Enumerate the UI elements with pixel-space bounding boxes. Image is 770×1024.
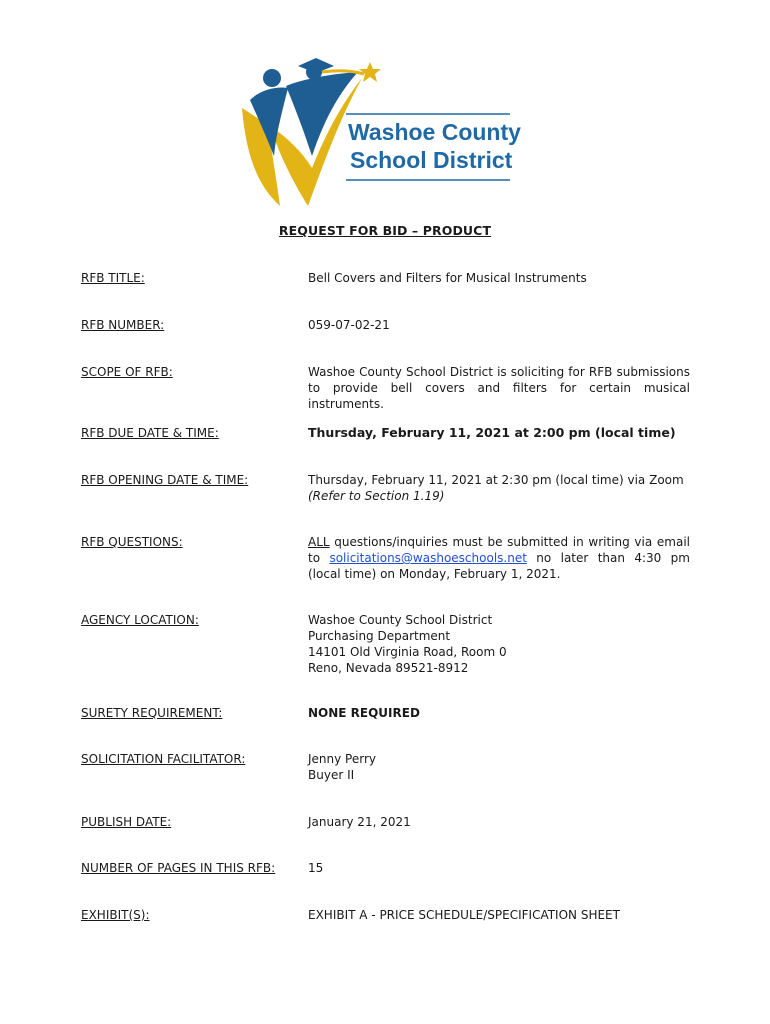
district-logo [236, 56, 526, 208]
facilitator-name: Jenny Perry [308, 752, 376, 766]
exhibits-label: EXHIBIT(S): [81, 908, 150, 922]
opening-label: RFB OPENING DATE & TIME: [81, 473, 249, 487]
document-title: REQUEST FOR BID – PRODUCT [278, 223, 492, 238]
rfb-number-value: 059-07-02-21 [308, 318, 390, 332]
questions-text2: no later than 4:30 pm (local time) on Monday, February 1, 2021. [308, 551, 690, 581]
opening-value: Thursday, February 11, 2021 at 2:30 pm (local time) via Zoom [308, 473, 684, 487]
email-link[interactable]: solicitations@washoeschools.net [329, 551, 527, 565]
facilitator-label: SOLICITATION FACILITATOR: [81, 752, 246, 766]
exhibits-value: EXHIBIT A - PRICE SCHEDULE/SPECIFICATION SHEET [308, 908, 620, 922]
questions-value [308, 534, 690, 582]
due-date-value: Thursday, February 11, 2021 at 2:00 pm (local time) [308, 425, 676, 440]
facilitator-role: Buyer II [308, 768, 355, 782]
questions-label: RFB QUESTIONS: [81, 535, 183, 549]
rfb-number-label: RFB NUMBER: [81, 318, 165, 332]
pages-value: 15 [308, 861, 324, 875]
agency-line: 14101 Old Virginia Road, Room 0 [308, 645, 507, 659]
questions-all: ALL [308, 535, 330, 549]
surety-value: NONE REQUIRED [308, 706, 420, 720]
agency-line: Washoe County School District [308, 613, 493, 627]
agency-line: Purchasing Department [308, 629, 451, 643]
publish-label: PUBLISH DATE: [81, 815, 172, 829]
surety-label: SURETY REQUIREMENT: [81, 706, 223, 720]
publish-value: January 21, 2021 [308, 815, 411, 829]
logo-text-line1: Washoe County [348, 119, 521, 145]
rfb-title-value: Bell Covers and Filters for Musical Instruments [308, 271, 587, 285]
pages-label: NUMBER OF PAGES IN THIS RFB: [81, 861, 276, 875]
agency-line: Reno, Nevada 89521-8912 [308, 661, 469, 675]
due-date-label: RFB DUE DATE & TIME: [81, 426, 219, 440]
questions-text1: questions/inquiries must be submitted in writing via email to [308, 535, 690, 565]
rfb-title-label: RFB TITLE: [81, 271, 145, 285]
logo-text-line2: School District [350, 147, 513, 173]
agency-label: AGENCY LOCATION: [81, 613, 199, 627]
scope-value: Washoe County School District is soliciting for RFB submissions to provide bell covers and filters for certain musical instruments. [308, 365, 690, 411]
opening-note: (Refer to Section 1.19) [308, 489, 445, 503]
district-logo-graphic [236, 56, 526, 208]
scope-label: SCOPE OF RFB: [81, 365, 173, 379]
